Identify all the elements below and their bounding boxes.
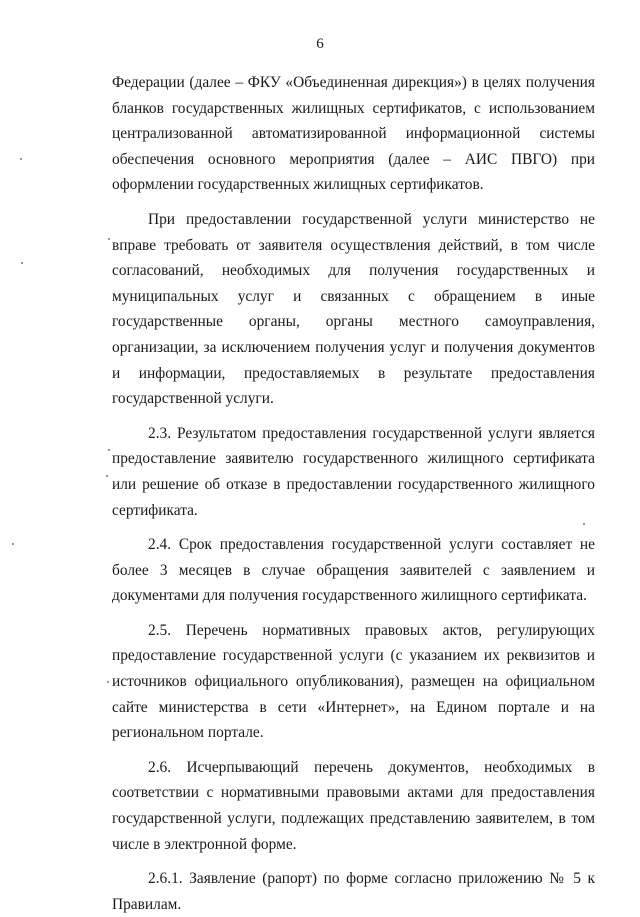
scan-speck <box>107 681 109 683</box>
paragraph-2-6: 2.6. Исчерпывающий перечень документов, необходимых в соответствии с нормативными правовыми актами для предоставления государственной услуги, подлежащих представлению заявителем, в том числе в электронной форме. <box>112 758 595 853</box>
paragraph-2-4: 2.4. Срок предоставления государственной услуги составляет не более 3 месяцев в случае обращения заявителей с заявлением и документами для получения государственного жилищного сертификата. <box>112 536 595 605</box>
scan-speck <box>12 543 14 545</box>
page-number: 6 <box>316 36 324 52</box>
scan-speck <box>106 475 108 477</box>
paragraph-1: Федерации (далее – ФКУ «Объединенная дирекция») в целях получения бланков государственных жилищных сертификатов, с использованием централизованной автоматизированной информационной системы обеспечения основного мероприятия (далее – АИС ПВГО) при оформлении государственных жилищных сертификатов. <box>112 74 595 194</box>
scan-speck <box>108 238 110 240</box>
scan-speck <box>583 523 585 525</box>
paragraph-2-6-1: 2.6.1. Заявление (рапорт) по форме согласно приложению № 5 к Правилам. <box>112 870 595 913</box>
paragraph-2-3: 2.3. Результатом предоставления государственной услуги является предоставление заявителю государственного жилищного сертификата или решение об отказе в предоставлении государственного жилищного сертификата. <box>112 424 595 519</box>
paragraph-2-5: 2.5. Перечень нормативных правовых актов, регулирующих предоставление государственной услуги (с указанием их реквизитов и источников официального опубликования), размещен на официальном сайте министерства в сети «Интернет», на Едином портале и на региональном портале. <box>112 621 595 742</box>
paragraph-2: При предоставлении государственной услуги министерство не вправе требовать от заявителя осуществления действий, в том числе согласований, необходимых для получения государственных и муниципальных услуг и связанных с обращением в иные государственные органы, органы местного самоуправления, организации, за исключением получения услуг и получения документов и информации, предоставляемых в результате предоставления государственной услуги. <box>112 210 595 408</box>
scan-speck <box>108 449 110 451</box>
scan-speck <box>21 262 23 264</box>
body-text <box>112 70 595 917</box>
scan-speck <box>20 158 22 160</box>
